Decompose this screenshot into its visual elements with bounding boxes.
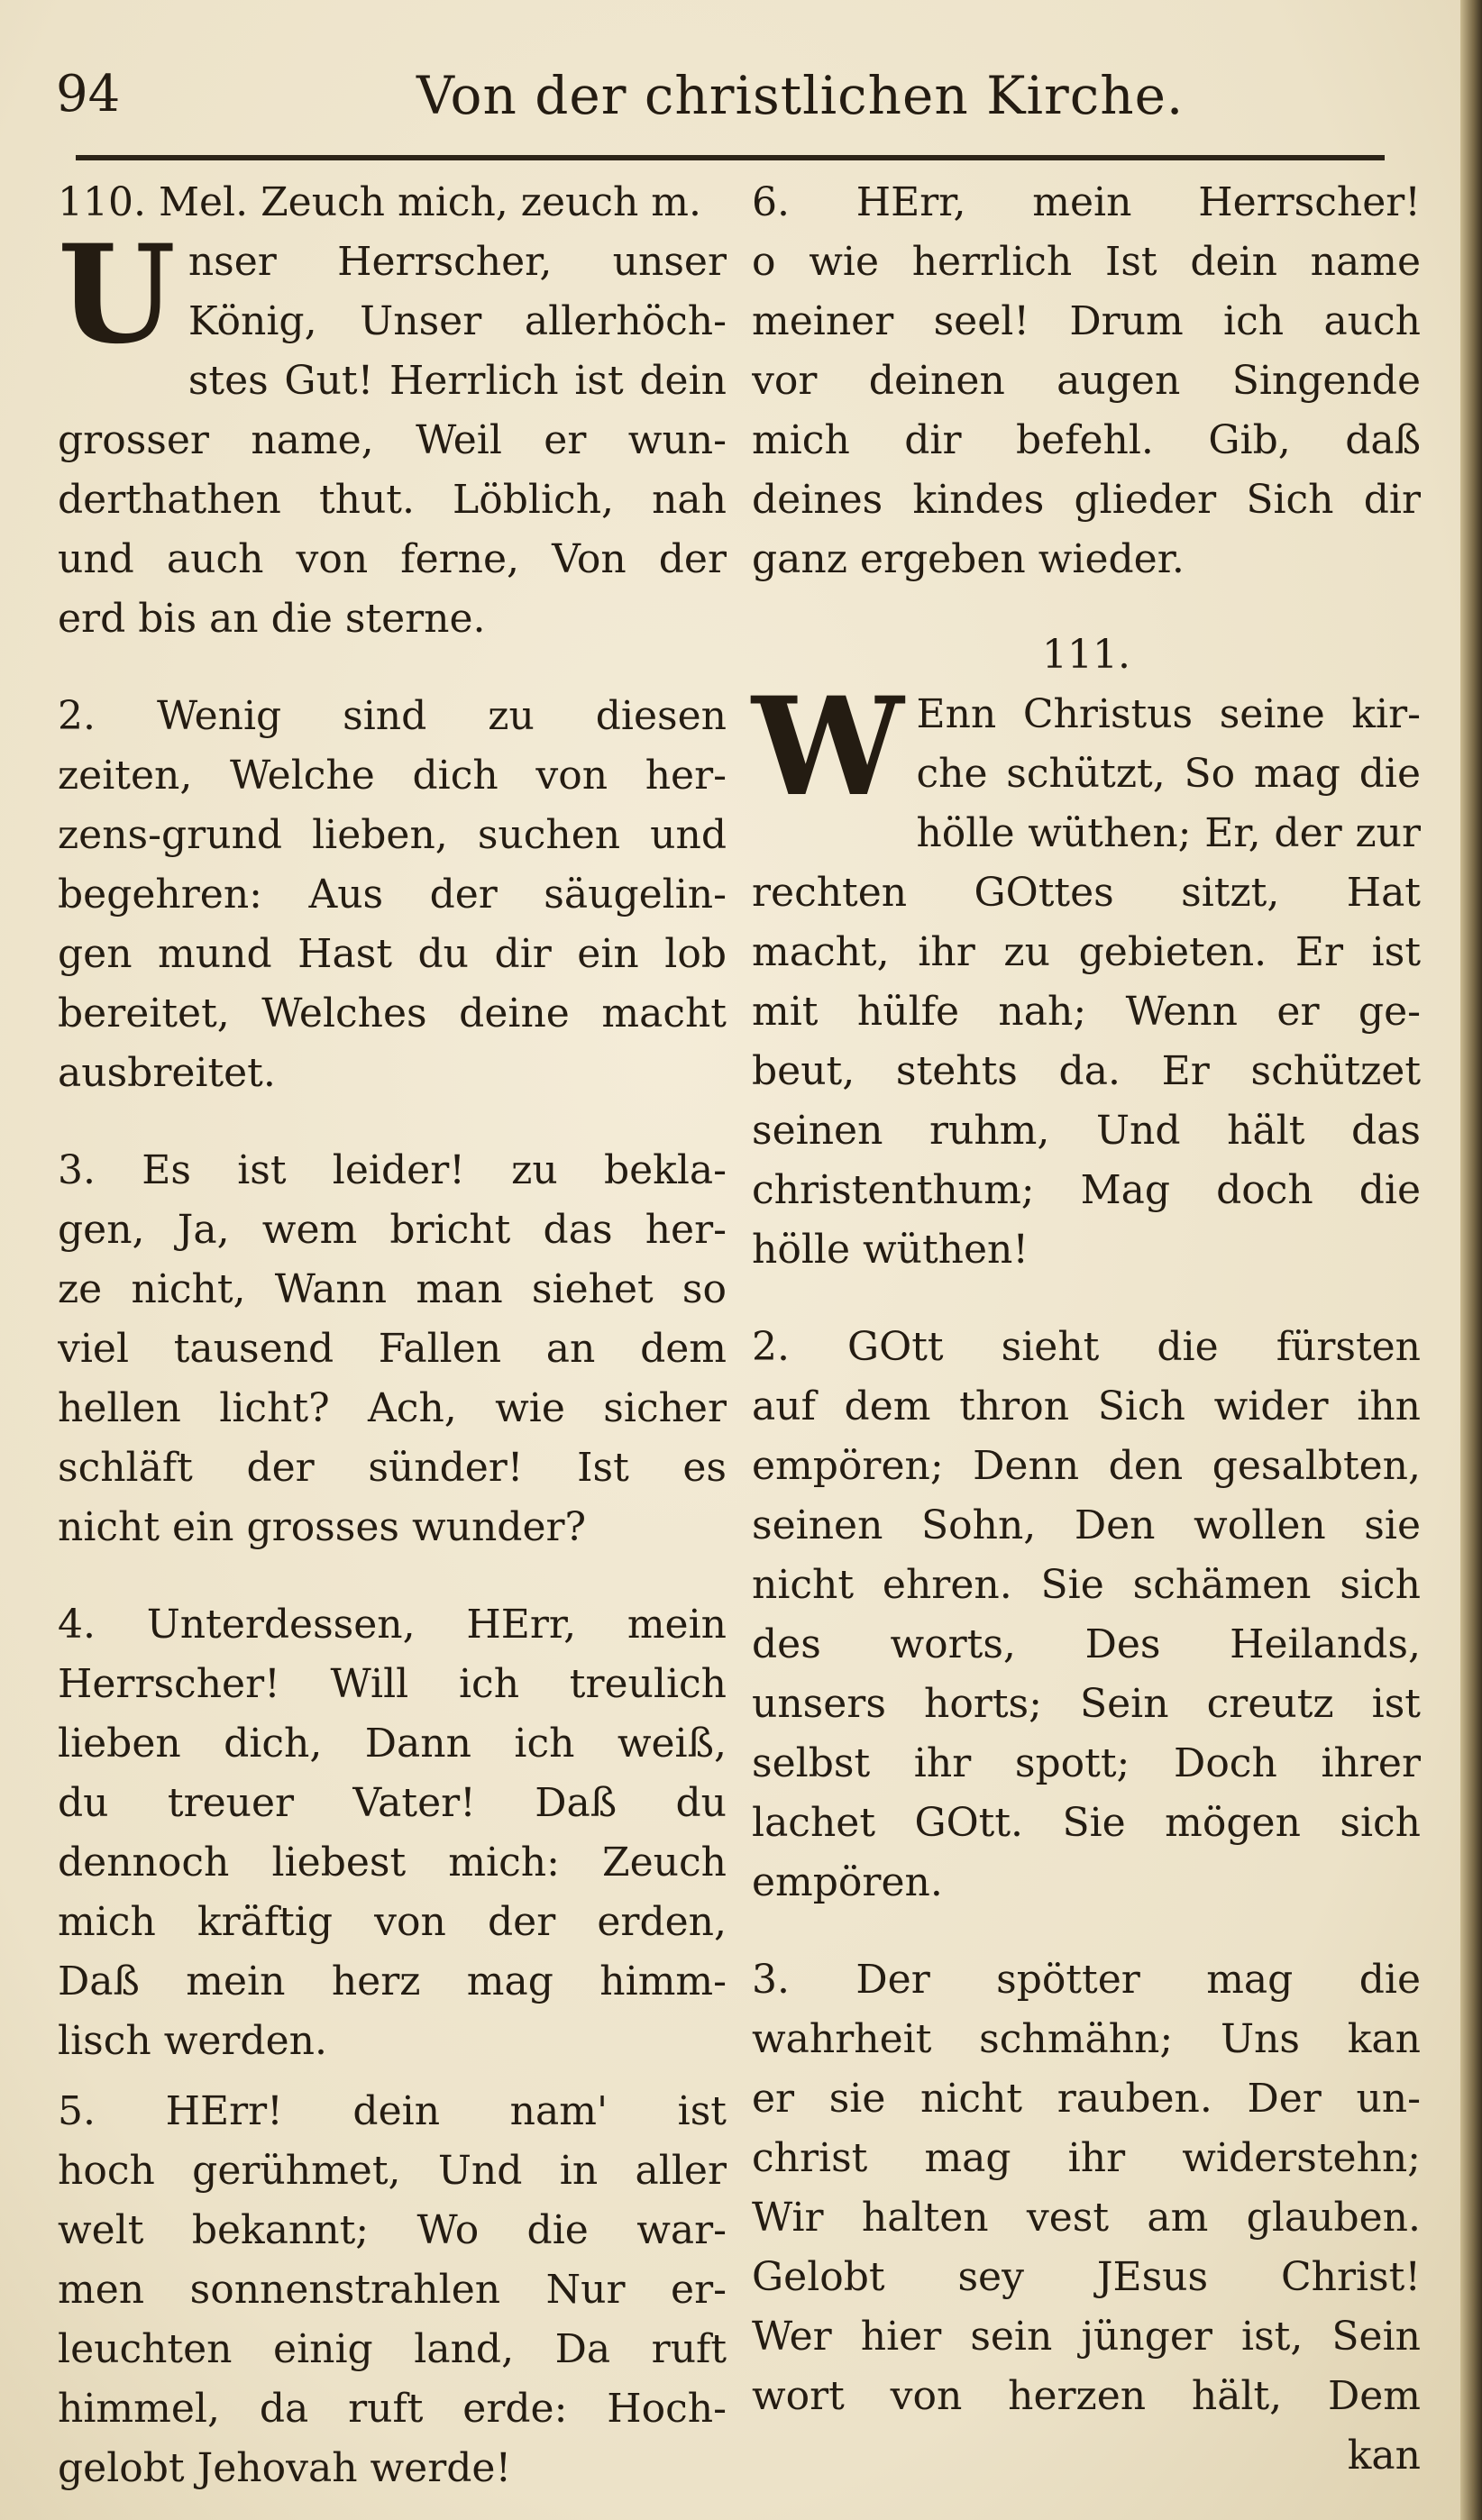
hymn-111-stanza-2 — [752, 1318, 1421, 1913]
text-line: 5. HErr! dein nam' ist — [58, 2088, 727, 2134]
text-line: wahrheit schmähn; Uns kan — [752, 2016, 1421, 2062]
text-line: christenthum; Mag doch die — [752, 1167, 1421, 1213]
stanza-gap — [58, 649, 727, 687]
text-line: 3. Der spötter mag die — [752, 1957, 1421, 2003]
page-edge — [1460, 0, 1482, 2520]
text-line: nicht ehren. Sie schämen sich — [752, 1562, 1421, 1608]
text-line: stes Gut! Herrlich ist dein — [188, 358, 727, 404]
right-column — [752, 173, 1421, 2486]
text-line: leuchten einig land, Da ruft — [58, 2326, 727, 2372]
stanza-gap — [58, 2071, 727, 2082]
text-line: selbst ihr spott; Doch ihrer — [752, 1740, 1421, 1786]
left-column — [58, 173, 727, 2498]
text-line: mich kräftig von der erden, — [58, 1899, 727, 1945]
text-line: deines kindes glieder Sich dir — [752, 477, 1421, 523]
text-line: hellen licht? Ach, wie sicher — [58, 1385, 727, 1431]
text-line: Enn Christus seine kir- — [916, 691, 1421, 737]
text-line: und auch von ferne, Von der — [58, 536, 727, 582]
drop-cap-lines — [916, 685, 1421, 804]
text-line: lieben dich, Dann ich weiß, — [58, 1721, 727, 1767]
text-line: mich dir befehl. Gib, daß — [752, 417, 1421, 463]
text-line: Wer hier sein jünger ist, Sein — [752, 2314, 1421, 2360]
text-line: ze nicht, Wann man siehet so — [58, 1266, 727, 1312]
stanza-gap — [58, 1557, 727, 1595]
hymn-number: 111. — [1042, 632, 1130, 678]
text-line: rechten GOttes sitzt, Hat — [752, 870, 1421, 916]
stanza-6 — [752, 173, 1421, 589]
text-line: begehren: Aus der säugelin- — [58, 872, 727, 918]
stanza-4 — [58, 1595, 727, 2071]
text-line: che schützt, So mag die — [916, 751, 1421, 797]
stanza-gap — [58, 1103, 727, 1141]
text-line: nicht ein grosses wunder? — [58, 1504, 587, 1550]
stanza-2 — [58, 687, 727, 1103]
text-line: Wir halten vest am glauben. — [752, 2195, 1421, 2241]
text-line: men sonnenstrahlen Nur er- — [58, 2267, 727, 2313]
text-line: schläft der sünder! Ist es — [58, 1445, 727, 1491]
text-line: 6. HErr, mein Herrscher! — [752, 179, 1421, 225]
text-line: 2. Wenig sind zu diesen — [58, 693, 727, 739]
text-line: viel tausend Fallen an dem — [58, 1326, 727, 1372]
drop-cap: U — [58, 215, 176, 374]
text-line: zeiten, Welche dich von her- — [58, 753, 727, 799]
text-line: mit hülfe nah; Wenn er ge- — [752, 989, 1421, 1035]
text-line: unsers horts; Sein creutz ist — [752, 1681, 1421, 1727]
stanza-gap — [752, 1913, 1421, 1950]
text-line: 3. Es ist leider! zu bekla- — [58, 1147, 727, 1193]
text-line: lachet GOtt. Sie mögen sich — [752, 1800, 1421, 1846]
catchword: kan — [1347, 2433, 1421, 2479]
text-line: Gelobt sey JEsus Christ! — [752, 2254, 1421, 2300]
text-line: empören. — [752, 1859, 943, 1905]
text-line: gen, Ja, wem bricht das her- — [58, 1207, 727, 1253]
text-line: Herrscher! Will ich treulich — [58, 1661, 727, 1707]
text-line: gelobt Jehovah werde! — [58, 2445, 512, 2491]
page-number: 94 — [56, 65, 121, 123]
text-line: bereitet, Welches deine macht — [58, 991, 727, 1036]
text-line: er sie nicht rauben. Der un- — [752, 2076, 1421, 2122]
page-header — [56, 65, 1390, 146]
text-line: du treuer Vater! Daß du — [58, 1780, 727, 1826]
text-line: macht, ihr zu gebieten. Er ist — [752, 929, 1421, 975]
stanza-5 — [58, 2082, 727, 2498]
text-line: ausbreitet. — [58, 1050, 276, 1096]
text-line: o wie herrlich Ist dein name — [752, 239, 1421, 285]
text-line: König, Unser allerhöch- — [188, 298, 727, 344]
text-line: dennoch liebest mich: Zeuch — [58, 1840, 727, 1885]
text-line: auf dem thron Sich wider ihn — [752, 1383, 1421, 1429]
text-line: beut, stehts da. Er schützet — [752, 1048, 1421, 1094]
text-line: nser Herrscher, unser — [188, 239, 727, 285]
text-line: gen mund Hast du dir ein lob — [58, 931, 727, 977]
text-line: empören; Denn den gesalbten, — [752, 1443, 1421, 1489]
text-line: christ mag ihr widerstehn; — [752, 2135, 1421, 2181]
text-line: hölle wüthen! — [752, 1227, 1029, 1273]
text-line: 4. Unterdessen, HErr, mein — [58, 1602, 727, 1648]
drop-cap-lines — [188, 233, 727, 352]
text-line: meiner seel! Drum ich auch — [752, 298, 1421, 344]
drop-cap: W — [752, 668, 904, 826]
text-line: hoch gerühmet, Und in aller — [58, 2148, 727, 2194]
text-line: des worts, Des Heilands, — [752, 1621, 1421, 1667]
text-line: 2. GOtt sieht die fürsten — [752, 1324, 1421, 1370]
header-rule — [76, 155, 1385, 160]
text-line: vor deinen augen Singende — [752, 358, 1421, 404]
text-line: grosser name, Weil er wun- — [58, 417, 727, 463]
hymn-111-stanza-1 — [752, 668, 1421, 1280]
text-line: hölle wüthen; Er, der zur — [916, 810, 1421, 856]
hymn-111-stanza-3 — [752, 1950, 1421, 2486]
text-line: welt bekannt; Wo die war- — [58, 2207, 727, 2253]
stanza-gap — [752, 589, 1421, 625]
text-line: lisch werden. — [58, 2018, 327, 2064]
stanza-1 — [58, 215, 727, 649]
text-line: Daß mein herz mag himm- — [58, 1958, 727, 2004]
text-line: ganz ergeben wieder. — [752, 536, 1185, 582]
text-line: wort von herzen hält, Dem — [752, 2373, 1421, 2419]
text-line: seinen ruhm, Und hält das — [752, 1108, 1421, 1154]
melody-line: 110. Mel. Zeuch mich, zeuch m. — [58, 179, 701, 225]
stanza-3 — [58, 1141, 727, 1557]
stanza-gap — [752, 1280, 1421, 1318]
running-title: Von der christlichen Kirche. — [416, 65, 1185, 126]
text-line: seinen Sohn, Den wollen sie — [752, 1502, 1421, 1548]
text-line: zens-grund lieben, suchen und — [58, 812, 727, 858]
text-line: derthathen thut. Löblich, nah — [58, 477, 727, 523]
text-line: erd bis an die sterne. — [58, 596, 486, 642]
text-line: himmel, da ruft erde: Hoch- — [58, 2386, 727, 2432]
